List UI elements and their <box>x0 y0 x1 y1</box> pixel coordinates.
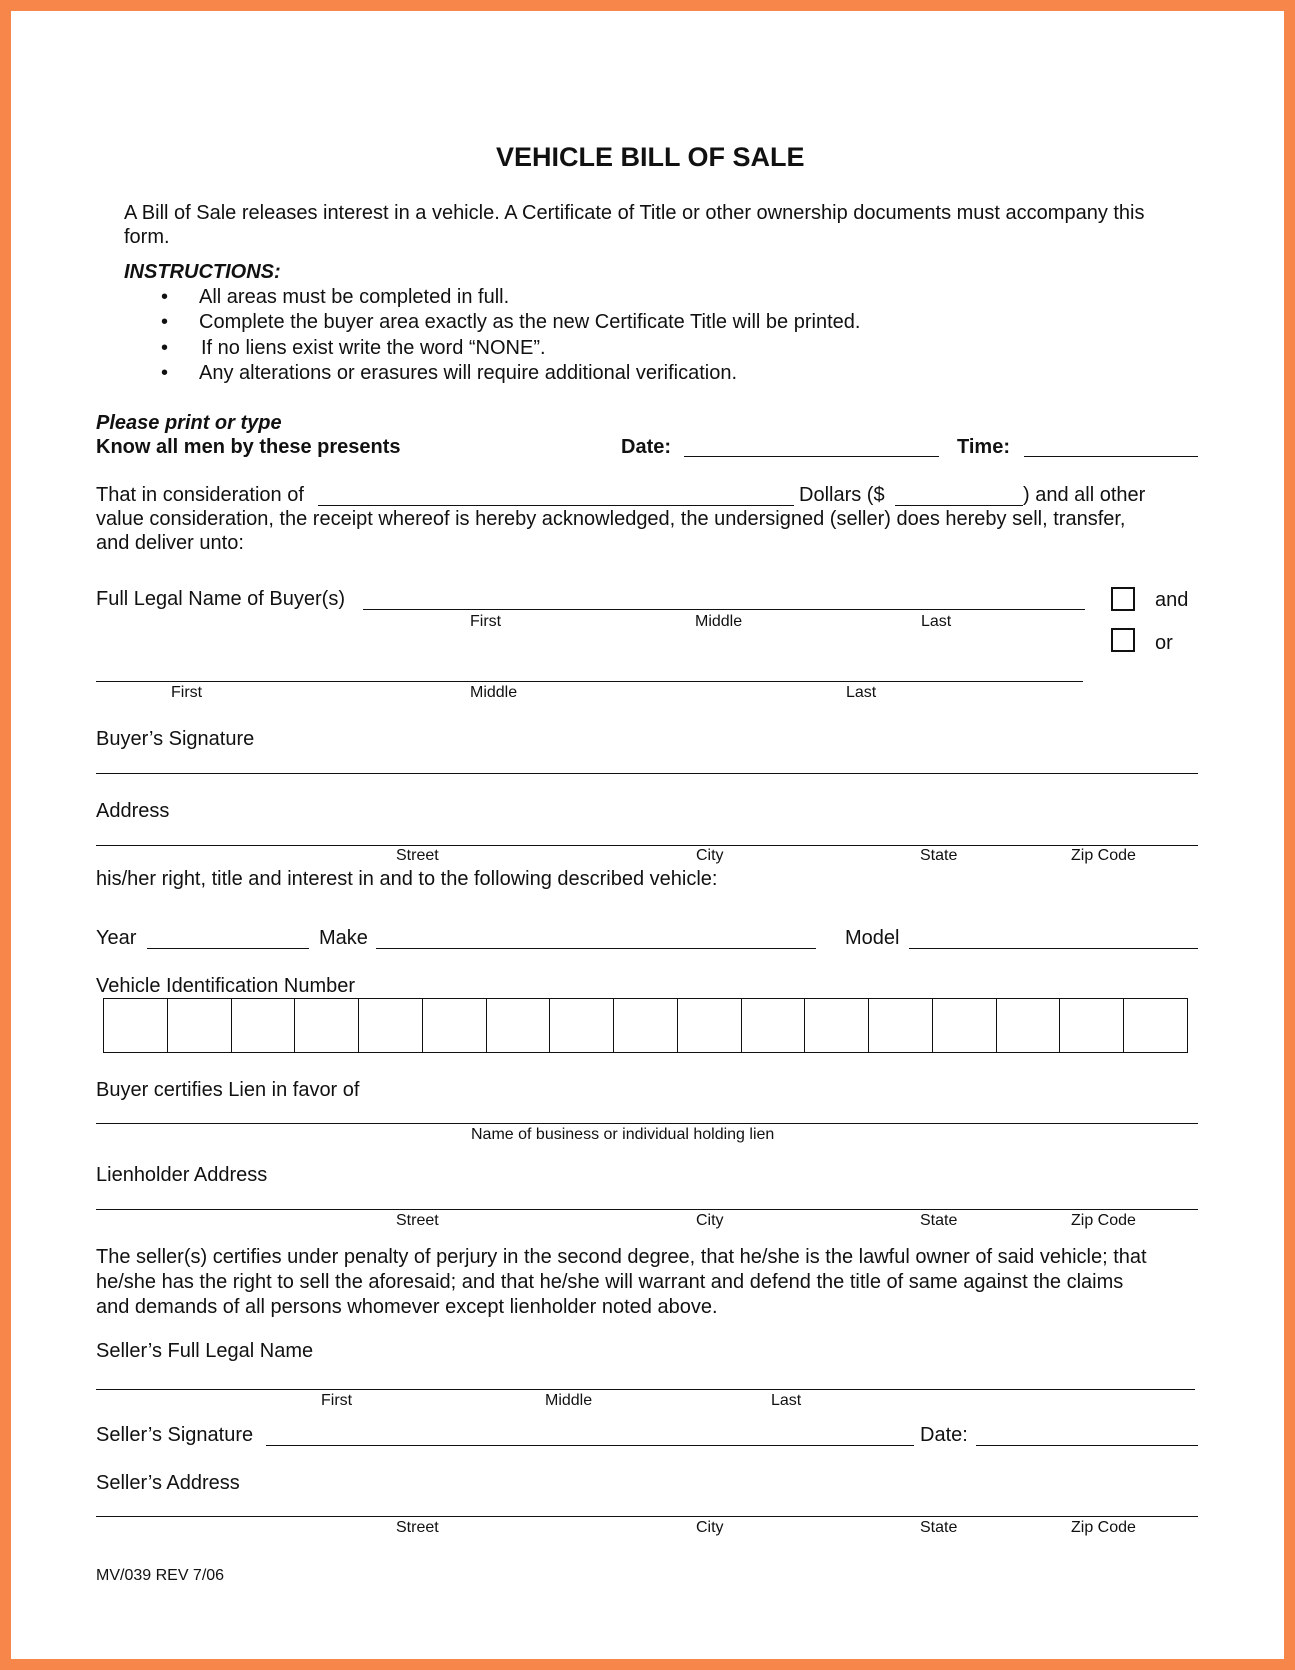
vin-box[interactable] <box>933 999 997 1052</box>
model-field[interactable] <box>909 948 1198 949</box>
date-label: Date: <box>621 436 672 458</box>
seller-address-field[interactable] <box>96 1516 1198 1517</box>
make-label: Make <box>319 927 368 949</box>
year-field[interactable] <box>147 948 309 949</box>
consideration-suffix: ) and all other <box>1023 484 1146 506</box>
vin-box[interactable] <box>104 999 168 1052</box>
city-caption: City <box>696 847 724 864</box>
know-all-text: Know all men by these presents <box>96 436 401 458</box>
vin-box[interactable] <box>550 999 614 1052</box>
vehicle-intro: his/her right, title and interest in and to the following described vehicle: <box>96 868 718 890</box>
seller-name-label: Seller’s Full Legal Name <box>96 1340 314 1362</box>
seller-middle-caption: Middle <box>545 1392 593 1409</box>
instruction-item: All areas must be completed in full. <box>199 286 510 308</box>
print-note: Please print or type <box>96 412 282 434</box>
seller-street-caption: Street <box>396 1519 439 1536</box>
seller-address-label: Seller’s Address <box>96 1472 240 1494</box>
buyer2-middle-caption: Middle <box>470 684 518 701</box>
buyer2-first-caption: First <box>171 684 203 701</box>
model-label: Model <box>845 927 900 949</box>
lien-holder-caption: Name of business or individual holding lien <box>471 1126 775 1143</box>
intro-line-2: form. <box>124 226 170 248</box>
make-field[interactable] <box>376 948 816 949</box>
zip-caption: Zip Code <box>1071 847 1136 864</box>
lien-city-caption: City <box>696 1212 724 1229</box>
buyer-signature-label: Buyer’s Signature <box>96 728 255 750</box>
buyer-address-label: Address <box>96 800 170 822</box>
lien-state-caption: State <box>920 1212 958 1229</box>
consideration-amount-words-field[interactable] <box>318 505 794 506</box>
lien-zip-caption: Zip Code <box>1071 1212 1136 1229</box>
street-caption: Street <box>396 847 439 864</box>
consideration-line-3: and deliver unto: <box>96 532 244 554</box>
instruction-item: If no liens exist write the word “NONE”. <box>201 337 546 359</box>
buyer-name-field-1[interactable] <box>363 609 1085 610</box>
lienholder-address-label: Lienholder Address <box>96 1164 268 1186</box>
vin-box[interactable] <box>423 999 487 1052</box>
vin-box[interactable] <box>614 999 678 1052</box>
time-field[interactable] <box>1024 456 1198 457</box>
seller-date-label: Date: <box>920 1424 968 1446</box>
lien-street-caption: Street <box>396 1212 439 1229</box>
consideration-amount-field[interactable] <box>895 505 1023 506</box>
date-field[interactable] <box>684 456 939 457</box>
seller-state-caption: State <box>920 1519 958 1536</box>
instructions-heading: INSTRUCTIONS: <box>124 261 281 283</box>
consideration-prefix: That in consideration of <box>96 484 304 506</box>
vin-box[interactable] <box>359 999 423 1052</box>
vin-box[interactable] <box>487 999 551 1052</box>
vin-box-grid <box>103 998 1188 1053</box>
seller-date-field[interactable] <box>976 1445 1198 1446</box>
vin-label: Vehicle Identification Number <box>96 975 356 997</box>
vin-box[interactable] <box>1060 999 1124 1052</box>
bullet-icon: • <box>161 311 169 333</box>
bullet-icon: • <box>161 362 169 384</box>
document-title: VEHICLE BILL OF SALE <box>496 142 805 172</box>
or-checkbox[interactable] <box>1111 628 1135 652</box>
seller-signature-field[interactable] <box>266 1445 914 1446</box>
seller-first-caption: First <box>321 1392 353 1409</box>
lien-label: Buyer certifies Lien in favor of <box>96 1079 360 1101</box>
vin-box[interactable] <box>869 999 933 1052</box>
seller-city-caption: City <box>696 1519 724 1536</box>
vin-box[interactable] <box>232 999 296 1052</box>
vin-box[interactable] <box>1124 999 1187 1052</box>
vin-box[interactable] <box>997 999 1061 1052</box>
buyer-name-field-2[interactable] <box>96 681 1083 682</box>
instruction-item: Complete the buyer area exactly as the new Certificate Title will be printed. <box>199 311 861 333</box>
buyer-first-caption: First <box>470 613 502 630</box>
instruction-item: Any alterations or erasures will require additional verification. <box>199 362 738 384</box>
buyer2-last-caption: Last <box>846 684 877 701</box>
seller-last-caption: Last <box>771 1392 802 1409</box>
buyer-middle-caption: Middle <box>695 613 743 630</box>
vin-box[interactable] <box>295 999 359 1052</box>
bullet-icon: • <box>161 337 169 359</box>
seller-name-field[interactable] <box>96 1389 1195 1390</box>
year-label: Year <box>96 927 137 949</box>
seller-signature-label: Seller’s Signature <box>96 1424 254 1446</box>
vin-box[interactable] <box>678 999 742 1052</box>
consideration-line-2: value consideration, the receipt whereof is hereby acknowledged, the undersigned (seller) does hereby sell, transfer, <box>96 508 1126 530</box>
buyer-name-label: Full Legal Name of Buyer(s) <box>96 588 345 610</box>
and-label: and <box>1155 589 1189 611</box>
vin-box[interactable] <box>742 999 806 1052</box>
intro-line-1: A Bill of Sale releases interest in a vehicle. A Certificate of Title or other ownership documents must accompany this <box>124 202 1145 224</box>
time-label: Time: <box>957 436 1010 458</box>
seller-certification-line-3: and demands of all persons whomever except lienholder noted above. <box>96 1296 718 1318</box>
consideration-dollars-label: Dollars ($ <box>799 484 885 506</box>
lienholder-address-field[interactable] <box>96 1209 1198 1210</box>
lien-holder-field[interactable] <box>96 1123 1198 1124</box>
seller-certification-line-1: The seller(s) certifies under penalty of perjury in the second degree, that he/she is the lawful owner of said vehicle; that <box>96 1246 1147 1268</box>
state-caption: State <box>920 847 958 864</box>
seller-certification-line-2: he/she has the right to sell the aforesaid; and that he/she will warrant and defend the title of same against the claims <box>96 1271 1124 1293</box>
vin-box[interactable] <box>168 999 232 1052</box>
buyer-signature-field[interactable] <box>96 773 1198 774</box>
bullet-icon: • <box>161 286 169 308</box>
buyer-address-field[interactable] <box>96 845 1198 846</box>
buyer-last-caption: Last <box>921 613 952 630</box>
vin-box[interactable] <box>805 999 869 1052</box>
or-label: or <box>1155 632 1173 654</box>
and-checkbox[interactable] <box>1111 587 1135 611</box>
form-code: MV/039 REV 7/06 <box>96 1567 225 1584</box>
seller-zip-caption: Zip Code <box>1071 1519 1136 1536</box>
